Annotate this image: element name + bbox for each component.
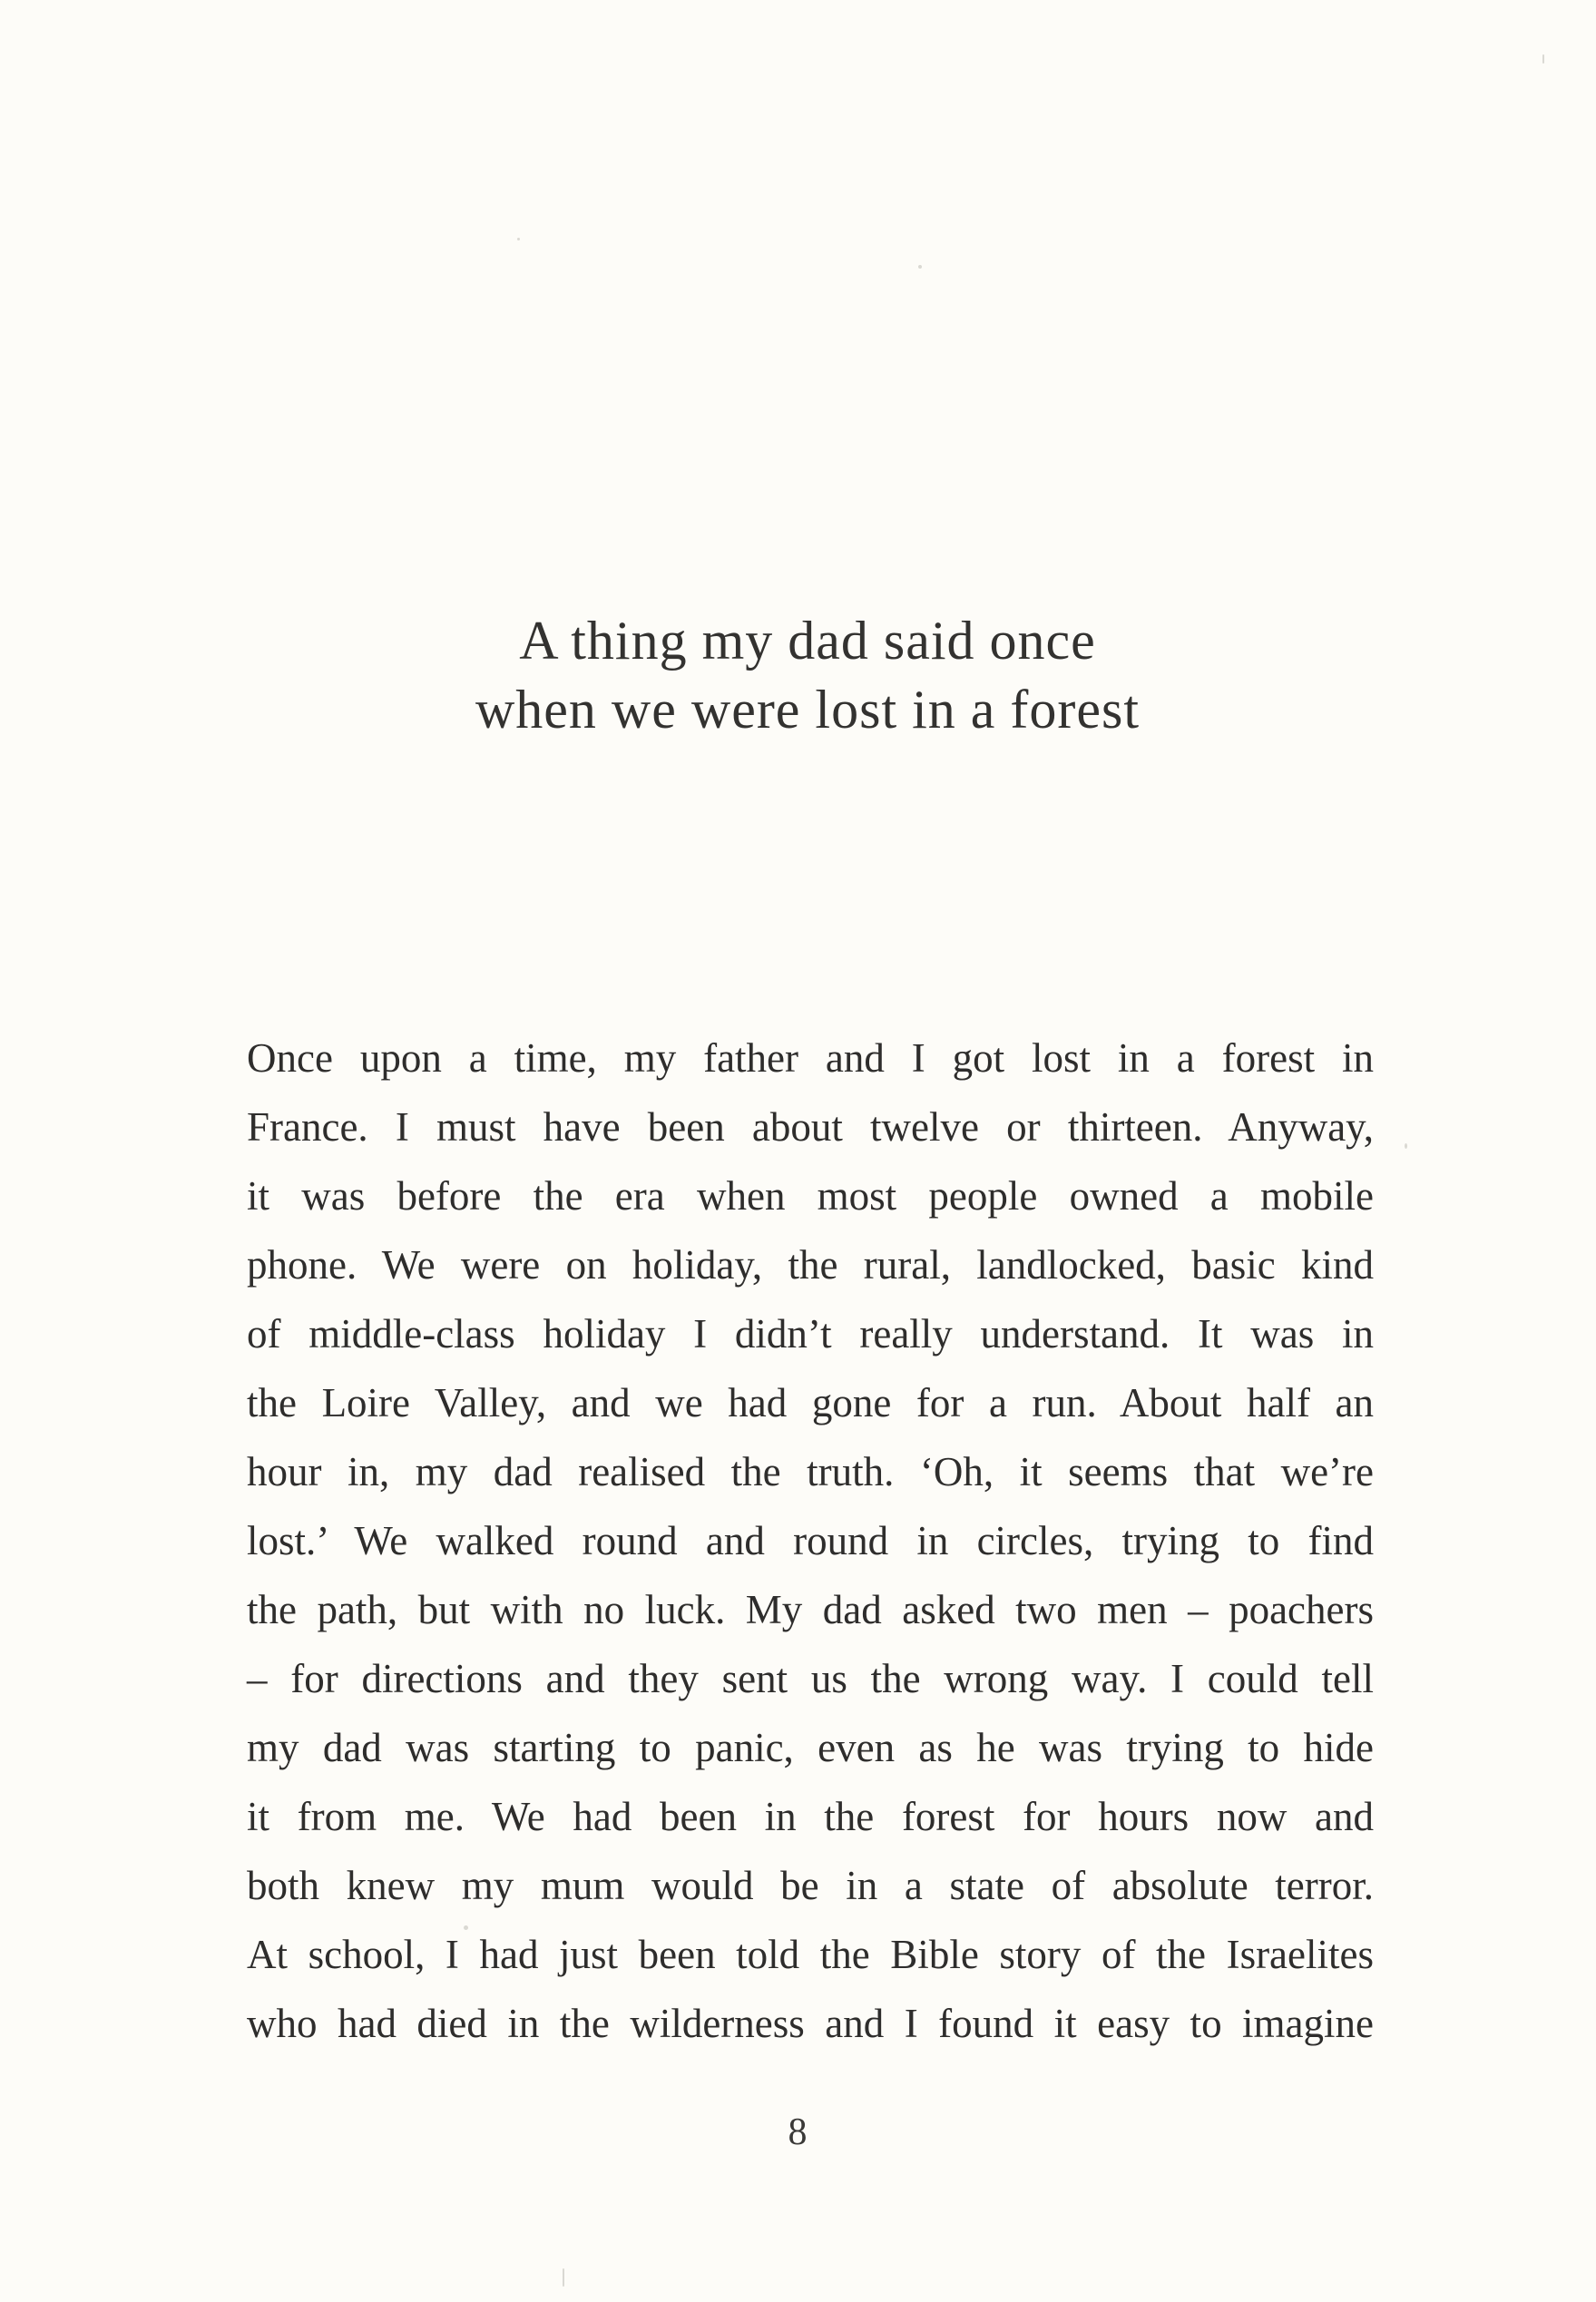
body-paragraph — [247, 1024, 1374, 2058]
body-line: the path, but with no luck. My dad asked two men – poachers — [247, 1587, 1374, 1632]
body-line: the Loire Valley, and we had gone for a run. About half an — [247, 1380, 1374, 1425]
body-line: Once upon a time, my father and I got lost in a forest in — [247, 1035, 1374, 1081]
chapter-title-line-2: when we were lost in a forest — [475, 680, 1141, 740]
scan-speck — [517, 238, 520, 240]
body-line: phone. We were on holiday, the rural, landlocked, basic kind — [247, 1242, 1374, 1288]
body-line: it was before the era when most people owned a mobile — [247, 1173, 1374, 1219]
body-line: both knew my mum would be in a state of absolute terror. — [247, 1863, 1374, 1908]
body-line: it from me. We had been in the forest for hours now and — [247, 1794, 1374, 1839]
body-line: my dad was starting to panic, even as he was trying to hide — [247, 1725, 1374, 1770]
body-line: who had died in the wilderness and I found it easy to imagine — [247, 2001, 1374, 2046]
body-line: lost.’ We walked round and round in circles, trying to find — [247, 1518, 1374, 1563]
body-line: – for directions and they sent us the wrong way. I could tell — [247, 1656, 1374, 1701]
page-number: 8 — [788, 2111, 808, 2153]
body-line: At school, I had just been told the Bible story of the Israelites — [247, 1932, 1374, 1977]
body-line: hour in, my dad realised the truth. ‘Oh, it seems that we’re — [247, 1449, 1374, 1494]
scan-speck — [1542, 54, 1544, 64]
body-line: of middle-class holiday I didn’t really understand. It was in — [247, 1311, 1374, 1357]
scan-speck — [1405, 1143, 1407, 1149]
chapter-title — [263, 606, 1352, 744]
scan-speck — [563, 2268, 564, 2287]
chapter-title-line-1: A thing my dad said once — [519, 611, 1096, 671]
scan-speck — [464, 1925, 468, 1930]
body-line: France. I must have been about twelve or thirteen. Anyway, — [247, 1104, 1374, 1150]
scan-speck — [918, 265, 922, 269]
